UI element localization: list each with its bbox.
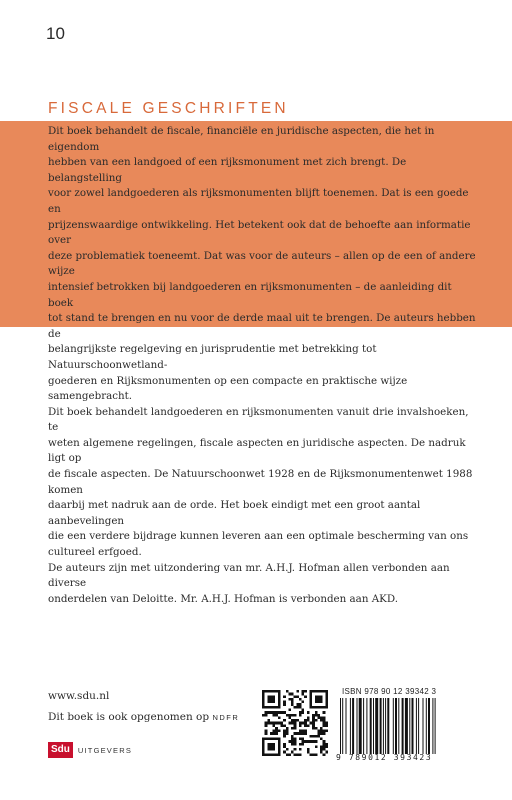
ndfr-note [48, 711, 239, 723]
ndfr-brand: NDFR [212, 713, 240, 722]
blurb-line: goederen en Rijksmonumenten op een compacte en praktische wijze samengebracht. [48, 374, 408, 403]
ndfr-note-text: Dit boek is ook opgenomen op [48, 711, 210, 723]
blurb-line: weten algemene regelingen, fiscale aspecten en juridische aspecten. De nadruk ligt op [48, 436, 466, 465]
publisher-name: UITGEVERS [77, 745, 133, 755]
qr-code-icon [262, 690, 328, 756]
blurb-line: die een verdere bijdrage kunnen leveren aan een optimale bescherming van ons [48, 530, 469, 543]
blurb-line: de fiscale aspecten. De Natuurschoonwet 1928 en de Rijksmonumentenwet 1988 komen [48, 468, 473, 496]
series-title: FISCALE GESCHRIFTEN [48, 100, 289, 117]
blurb-line: daarbij met nadruk aan de orde. Het boek eindigt met een groot aantal aanbevelingen [48, 499, 421, 527]
barcode-icon [336, 698, 466, 754]
blurb-line: tot stand te brengen en nu voor de derde maal uit te brengen. De auteurs hebben de [48, 312, 476, 340]
blurb-line: voor zowel landgoederen als rijksmonumenten blijft toenemen. Dat is een goede en [48, 187, 469, 215]
blurb-line: prijzenswaardige ontwikkeling. Het betekent ook dat de behoefte aan informatie over [48, 218, 471, 247]
authors-line: De auteurs zijn met uitzondering van mr. A.H.J. Hofman allen verbonden aan diverse [48, 561, 450, 590]
sdu-logo [48, 742, 132, 758]
series-number: 10 [46, 24, 65, 43]
blurb-line: deze problematiek toeneemt. Dat was voor de auteurs – allen op de een of andere wijze [48, 249, 476, 278]
publisher-url[interactable]: www.sdu.nl [48, 690, 110, 702]
isbn-barcode [336, 687, 470, 762]
blurb-line: hebben van een landgoed of een rijksmonument met zich brengt. De belangstelling [48, 156, 407, 184]
blurb-line: Dit boek behandelt de fiscale, financiële en juridische aspecten, die het in eigendom [48, 125, 435, 153]
blurb-line: belangrijkste regelgeving en jurisprudentie met betrekking tot Natuurschoonwetland- [48, 343, 377, 371]
authors-line: onderdelen van Deloitte. Mr. A.H.J. Hofman is verbonden aan AKD. [48, 592, 399, 605]
back-cover-blurb [48, 124, 478, 607]
blurb-line: intensief betrokken bij landgoederen en rijksmonumenten – de aanleiding dit boek [48, 280, 452, 309]
sdu-logo-mark: Sdu [48, 742, 73, 758]
barcode-digits: 9 789012 393423 [336, 753, 433, 762]
blurb-line: Dit boek behandelt landgoederen en rijksmonumenten vanuit drie invalshoeken, te [48, 405, 469, 434]
isbn-label: ISBN 978 90 12 39342 3 [342, 687, 437, 696]
blurb-line: cultureel erfgoed. [48, 546, 142, 559]
